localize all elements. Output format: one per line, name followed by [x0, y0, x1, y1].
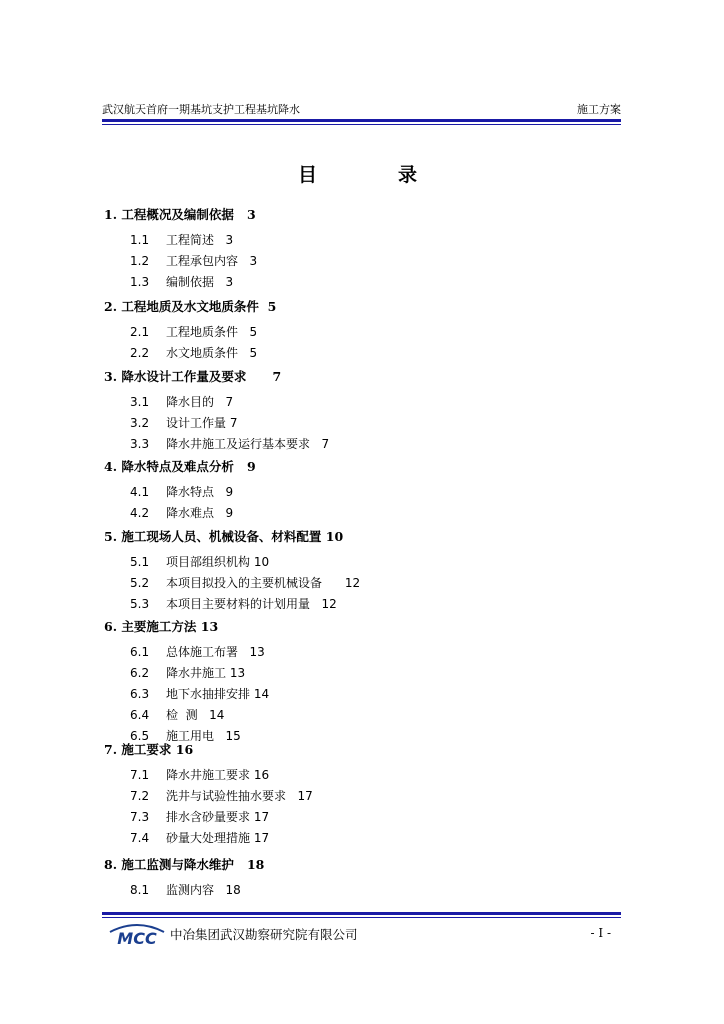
toc-section-8-1[interactable]: [130, 881, 241, 898]
toc-chapter-3[interactable]: 3. 降水设计工作量及要求 7: [104, 369, 282, 384]
toc-chapter-6[interactable]: 6. 主要施工方法 13: [104, 619, 219, 634]
toc-section-6-1[interactable]: [130, 643, 265, 660]
toc-title-char-1: 目: [298, 164, 318, 186]
toc-section-7-4[interactable]: [130, 829, 269, 846]
footer-company-name: 中冶集团武汉勘察研究院有限公司: [170, 927, 358, 942]
toc-section-text: 检 测 14: [166, 708, 225, 722]
toc-section-6-4[interactable]: [130, 706, 224, 723]
toc-section-7-2[interactable]: [130, 787, 313, 804]
toc-section-number: 3.2: [130, 416, 150, 430]
toc-section-number: 7.3: [130, 810, 150, 824]
toc-section-5-2[interactable]: [130, 574, 360, 591]
toc-section-1-2[interactable]: [130, 252, 257, 269]
header-project-title: 武汉航天首府一期基坑支护工程基坑降水: [102, 103, 300, 116]
toc-section-number: 7.1: [130, 768, 150, 782]
toc-section-text: 监测内容 18: [166, 883, 241, 897]
toc-section-text: 本项目拟投入的主要机械设备 12: [166, 576, 361, 590]
footer-rule-thick: [102, 912, 621, 915]
toc-section-4-2[interactable]: [130, 504, 233, 521]
toc-section-number: 3.1: [130, 395, 150, 409]
toc-section-number: 1.3: [130, 275, 150, 289]
toc-chapter-1[interactable]: 1. 工程概况及编制依据 3: [104, 207, 256, 222]
toc-section-number: 6.4: [130, 708, 150, 722]
page-footer: [102, 918, 621, 948]
toc-section-number: 4.2: [130, 506, 150, 520]
toc-section-2-1[interactable]: [130, 323, 257, 340]
footer-page-number: - I -: [590, 926, 611, 940]
toc-section-number: 6.5: [130, 729, 150, 743]
toc-section-text: 降水井施工及运行基本要求 7: [166, 437, 330, 451]
toc-section-text: 设计工作量 7: [166, 416, 238, 430]
toc-section-text: 降水难点 9: [166, 506, 234, 520]
toc-section-text: 工程简述 3: [166, 233, 234, 247]
toc-section-3-3[interactable]: [130, 435, 329, 452]
toc-section-number: 1.2: [130, 254, 150, 268]
toc-section-1-1[interactable]: [130, 231, 233, 248]
toc-section-number: 7.4: [130, 831, 150, 845]
header-doc-type: 施工方案: [577, 103, 621, 116]
toc-section-text: 降水井施工要求 16: [166, 768, 270, 782]
toc-section-text: 施工用电 15: [166, 729, 241, 743]
toc-section-number: 2.2: [130, 346, 150, 360]
toc-section-number: 5.3: [130, 597, 150, 611]
header-rule-thick: [102, 119, 621, 122]
toc-section-number: 5.2: [130, 576, 150, 590]
toc-chapter-8[interactable]: 8. 施工监测与降水维护 18: [104, 857, 265, 872]
mcc-logo-icon: [108, 922, 166, 948]
toc-section-1-3[interactable]: [130, 273, 233, 290]
toc-section-6-3[interactable]: [130, 685, 269, 702]
toc-section-text: 地下水抽排安排 14: [166, 687, 270, 701]
toc-section-number: 8.1: [130, 883, 150, 897]
toc-section-text: 总体施工布署 13: [166, 645, 265, 659]
toc-section-text: 洗井与试验性抽水要求 17: [166, 789, 313, 803]
toc-section-number: 1.1: [130, 233, 150, 247]
toc-section-5-3[interactable]: [130, 595, 337, 612]
toc-section-text: 降水井施工 13: [166, 666, 246, 680]
toc-section-7-3[interactable]: [130, 808, 269, 825]
toc-section-2-2[interactable]: [130, 344, 257, 361]
toc-title-char-2: 录: [398, 164, 418, 186]
toc-section-text: 项目部组织机构 10: [166, 555, 270, 569]
toc-section-3-1[interactable]: [130, 393, 233, 410]
toc-section-text: 工程承包内容 3: [166, 254, 258, 268]
toc-chapter-7[interactable]: 7. 施工要求 16: [104, 742, 194, 757]
toc-section-4-1[interactable]: [130, 483, 233, 500]
toc-section-text: 排水含砂量要求 17: [166, 810, 270, 824]
toc-section-number: 5.1: [130, 555, 150, 569]
toc-section-number: 4.1: [130, 485, 150, 499]
toc-chapter-4[interactable]: 4. 降水特点及难点分析 9: [104, 459, 256, 474]
page-header: [102, 101, 621, 119]
toc-section-number: 3.3: [130, 437, 150, 451]
header-rule-thin: [102, 124, 621, 125]
toc-section-number: 6.3: [130, 687, 150, 701]
toc-section-text: 降水特点 9: [166, 485, 234, 499]
toc-chapter-2[interactable]: 2. 工程地质及水文地质条件 5: [104, 299, 277, 314]
toc-section-text: 砂量大处理措施 17: [166, 831, 270, 845]
toc-section-text: 工程地质条件 5: [166, 325, 258, 339]
toc-section-5-1[interactable]: [130, 553, 269, 570]
toc-section-7-1[interactable]: [130, 766, 269, 783]
toc-title: [0, 160, 724, 186]
toc-chapter-5[interactable]: 5. 施工现场人员、机械设备、材料配置 10: [104, 529, 344, 544]
toc-section-number: 6.1: [130, 645, 150, 659]
toc-section-number: 7.2: [130, 789, 150, 803]
toc-section-text: 水文地质条件 5: [166, 346, 258, 360]
toc-section-6-2[interactable]: [130, 664, 245, 681]
toc-section-number: 6.2: [130, 666, 150, 680]
toc-section-text: 编制依据 3: [166, 275, 234, 289]
toc-section-3-2[interactable]: [130, 414, 237, 431]
mcc-logo-text: MCC: [117, 929, 157, 948]
toc-section-text: 本项目主要材料的计划用量 12: [166, 597, 337, 611]
toc-section-text: 降水目的 7: [166, 395, 234, 409]
toc-section-number: 2.1: [130, 325, 150, 339]
